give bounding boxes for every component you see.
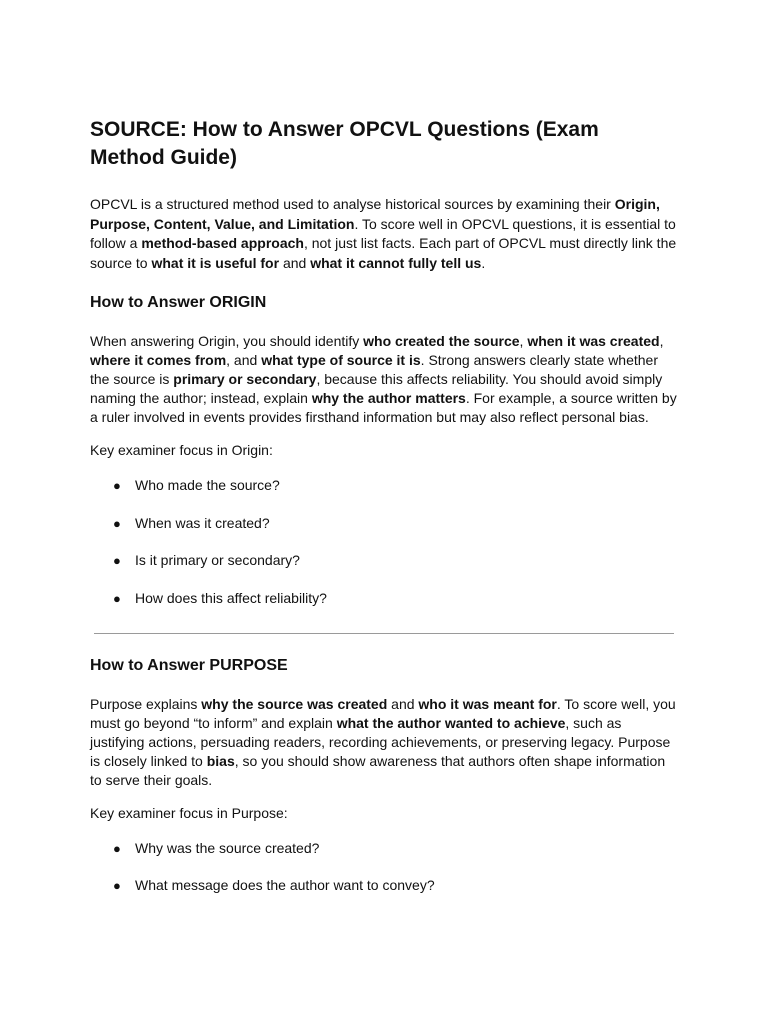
bold-text-run: bias <box>206 752 235 769</box>
bold-text-run: what type of source it is <box>261 352 421 368</box>
origin-focus-label: Key examiner focus in Origin: <box>90 442 273 458</box>
text-run: and <box>279 254 311 271</box>
bold-text-run: who created the source <box>363 333 520 349</box>
purpose-focus-label: Key examiner focus in Purpose: <box>90 804 288 821</box>
list-item <box>90 551 678 570</box>
bullet-icon: ● <box>113 590 121 606</box>
text-run: Purpose explains <box>90 695 202 712</box>
bullet-icon: ● <box>113 553 121 568</box>
text-run: , because this affects reliability. You should avoid simply naming the author; instead, explain <box>90 371 663 406</box>
intro-paragraph <box>90 195 678 273</box>
origin-heading: How to Answer ORIGIN <box>90 294 267 311</box>
list-item-text: What message does the author want to convey? <box>135 877 435 893</box>
purpose-paragraph <box>90 695 678 790</box>
text-run: When answering Origin, you should identify <box>90 333 364 349</box>
bullet-icon: ● <box>113 878 121 893</box>
text-run: OPCVL is a structured method used to analyse historical sources by examining their <box>90 196 615 212</box>
list-item-text: Why was the source created? <box>135 839 320 856</box>
bold-text-run: why the author matters <box>311 390 466 406</box>
list-item <box>90 514 678 533</box>
bold-text-run: method-based approach <box>141 235 304 251</box>
text-run: , such as justifying actions, persuading readers, recording achievements, or preserving legacy. Purpose is closely linked to <box>90 714 671 769</box>
list-item <box>90 476 678 495</box>
document-page <box>90 116 678 914</box>
text-run: . To score well, you must go beyond “to inform” and explain <box>90 695 676 731</box>
bold-text-run: when it was created <box>527 333 660 349</box>
bold-text-run: Origin, Purpose, Content, Value, and Limitation <box>90 196 660 232</box>
text-run: and <box>387 695 419 712</box>
section-divider <box>94 633 674 634</box>
list-item <box>90 839 678 858</box>
origin-paragraph <box>90 332 678 427</box>
list-item <box>90 876 678 895</box>
bold-text-run: who it was meant for <box>418 695 557 712</box>
bullet-icon: ● <box>113 515 121 531</box>
text-run: . <box>481 254 486 271</box>
list-item <box>90 589 678 608</box>
bold-text-run: why the source was created <box>201 695 388 712</box>
document-title: SOURCE: How to Answer OPCVL Questions (Exam Method Guide) <box>90 118 599 169</box>
text-run: , so you should show awareness that authors often shape information to serve their goals. <box>90 752 666 788</box>
text-run: . Strong answers clearly state whether the source is <box>90 352 659 387</box>
text-run: , <box>659 333 664 349</box>
list-item-text: How does this affect reliability? <box>135 589 327 606</box>
text-run: , and <box>226 352 262 368</box>
bold-text-run: what the author wanted to achieve <box>336 714 566 731</box>
text-run: . For example, a source written by a ruler involved in events provides firsthand information but may also reflect personal bias. <box>90 390 677 425</box>
text-run: . To score well in OPCVL questions, it is essential to follow a <box>90 215 676 251</box>
bullet-icon: ● <box>113 840 121 856</box>
list-item-text: Is it primary or secondary? <box>135 552 300 568</box>
bold-text-run: what it is useful for <box>151 254 280 271</box>
bold-text-run: what it cannot fully tell us <box>310 254 482 271</box>
bold-text-run: where it comes from <box>90 352 227 368</box>
bullet-icon: ● <box>113 478 121 493</box>
list-item-text: Who made the source? <box>135 477 280 493</box>
purpose-heading: How to Answer PURPOSE <box>90 656 288 674</box>
list-item-text: When was it created? <box>135 514 270 531</box>
text-run: , <box>519 333 528 349</box>
bold-text-run: primary or secondary <box>173 371 317 387</box>
text-run: , not just list facts. Each part of OPCVL must directly link the source to <box>90 235 677 271</box>
origin-bullet-list <box>90 476 678 608</box>
purpose-bullet-list <box>90 839 678 896</box>
